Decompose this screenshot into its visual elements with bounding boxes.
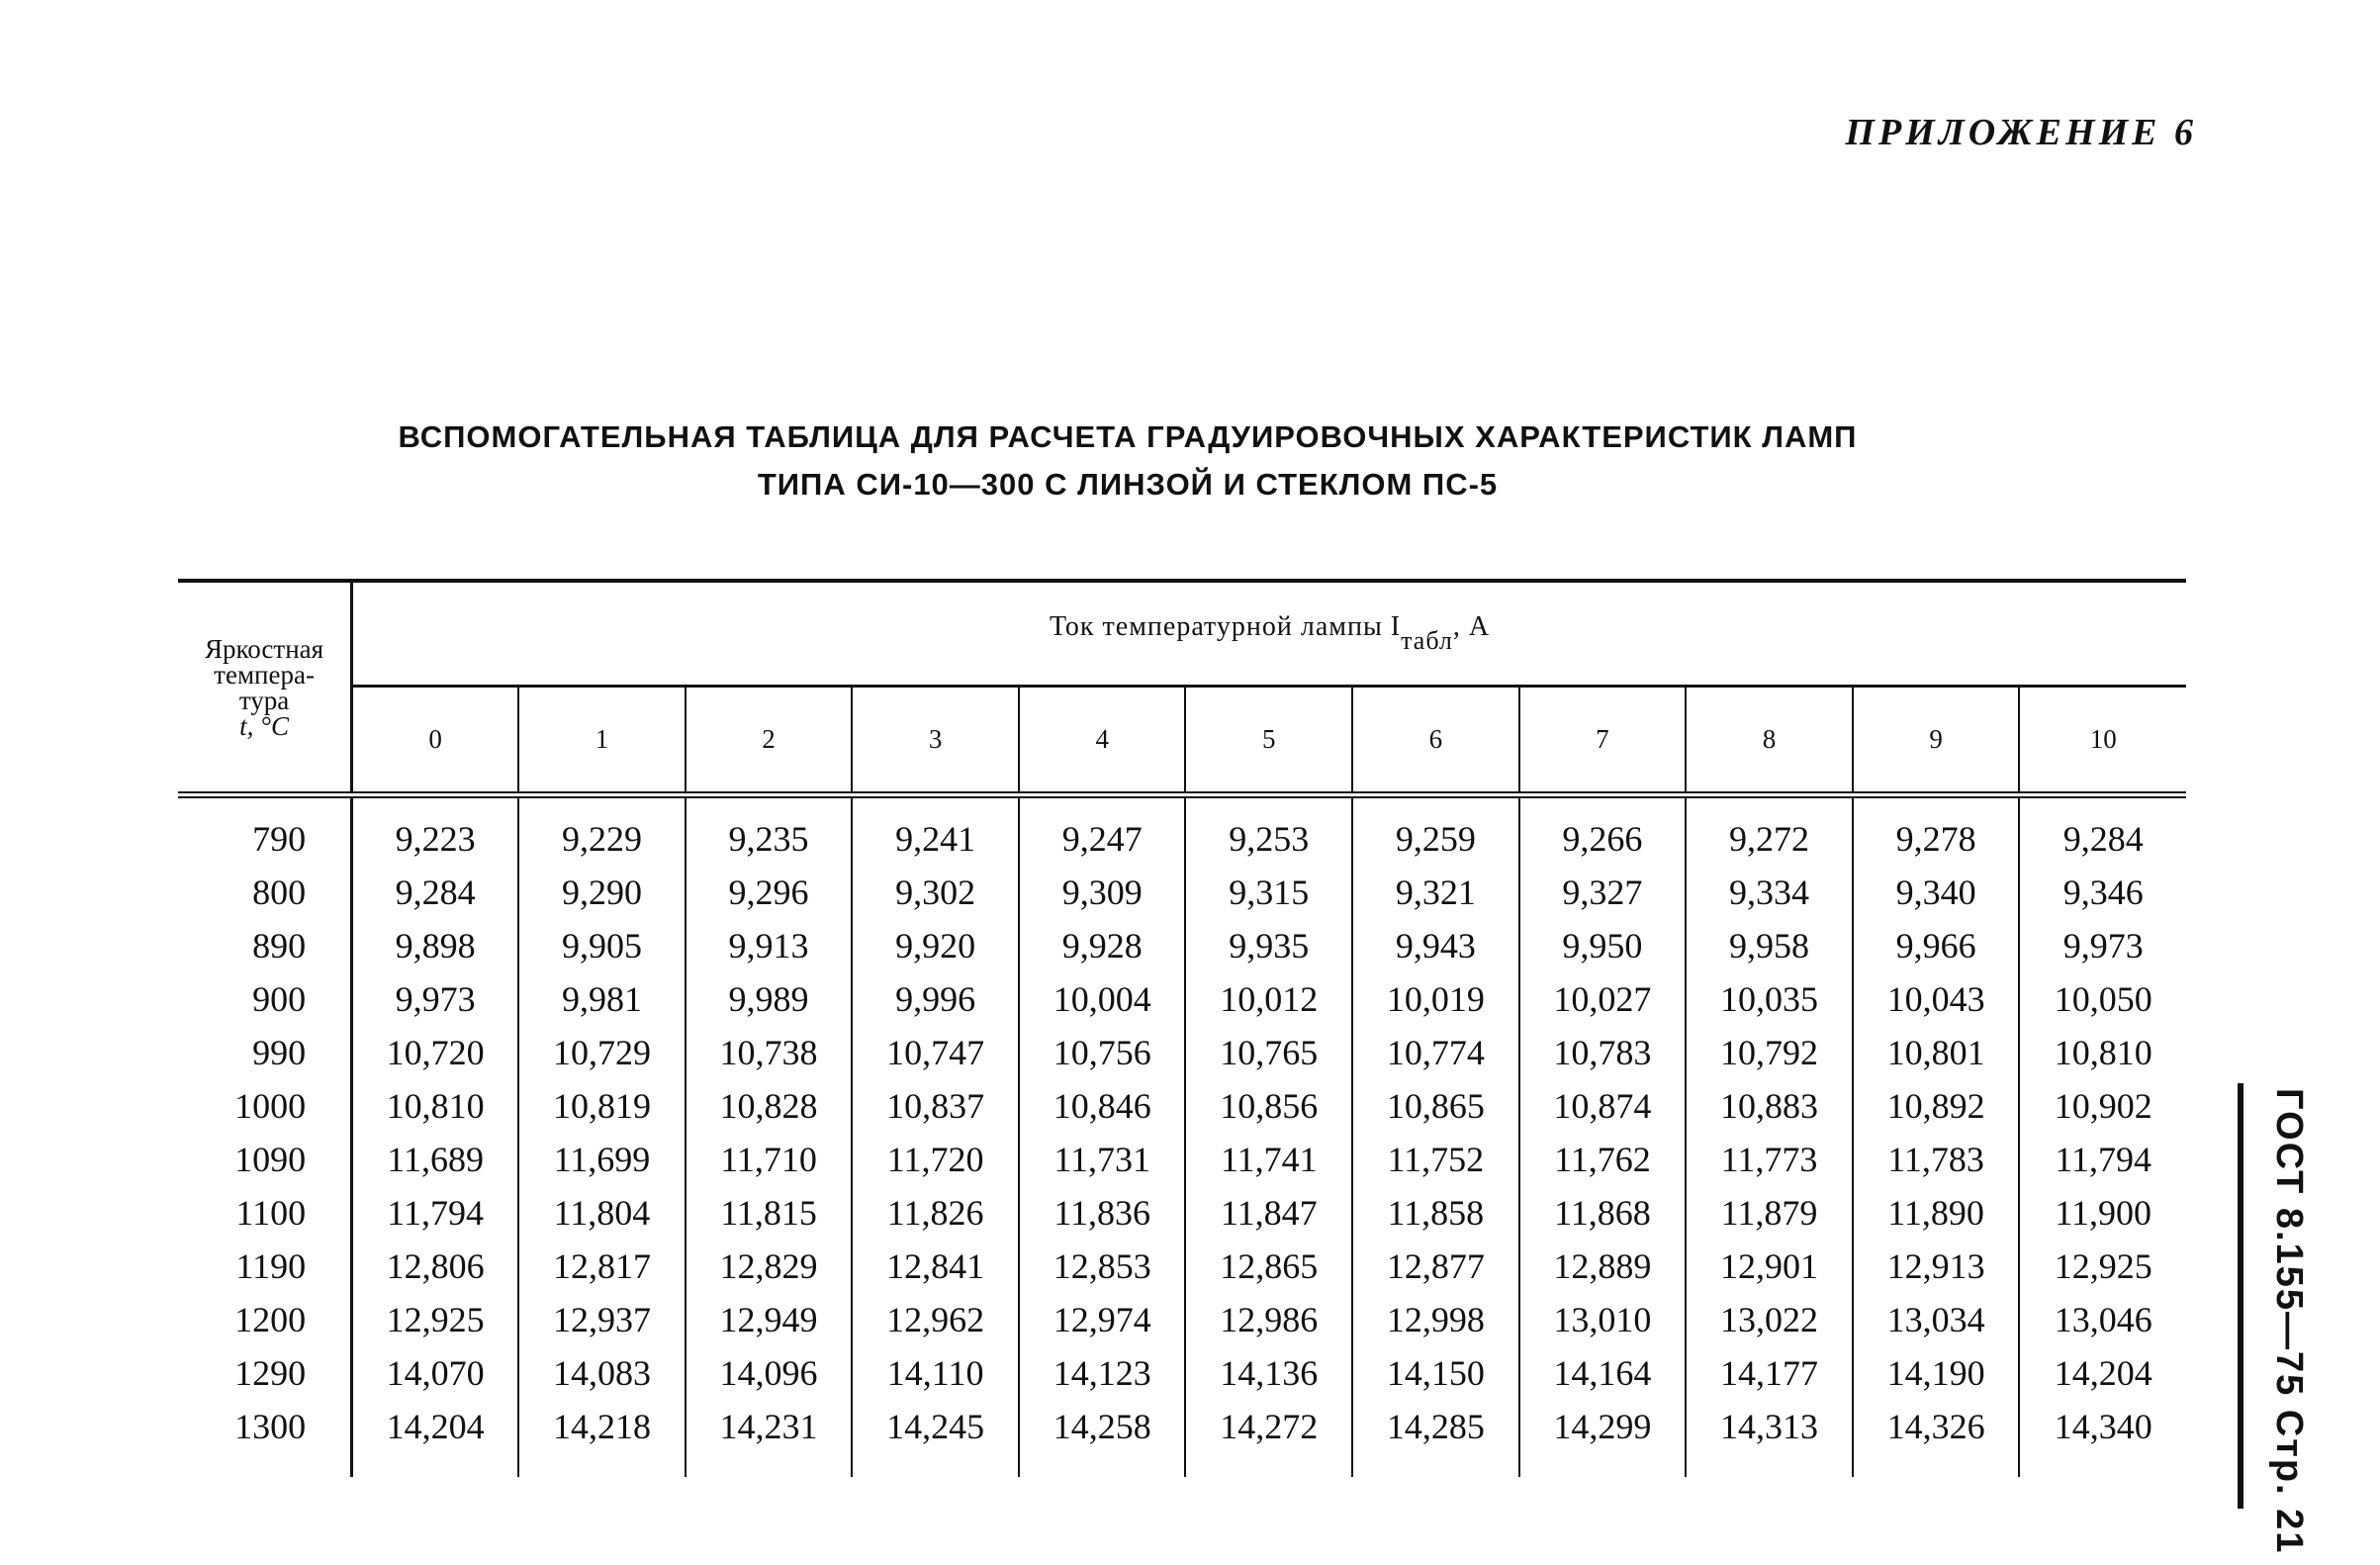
current-value-cell: 12,962 (852, 1293, 1019, 1346)
current-group-header-subscript: табл (1401, 626, 1453, 655)
current-value-cell: 9,266 (1519, 795, 1687, 867)
current-value-cell: 10,856 (1185, 1079, 1352, 1133)
column-header: 10 (2019, 687, 2186, 795)
current-value-cell: 11,847 (1185, 1186, 1352, 1240)
current-value-cell: 14,164 (1519, 1346, 1687, 1400)
current-value-cell: 10,783 (1519, 1026, 1687, 1079)
current-value-cell: 14,340 (2054, 1407, 2152, 1446)
table-title-line-2: ТИПА СИ-10—300 С ЛИНЗОЙ И СТЕКЛОМ ПС-5 (757, 467, 1499, 502)
current-value-cell: 9,241 (852, 795, 1019, 867)
column-header: 8 (1686, 687, 1853, 795)
current-value-cell: 9,334 (1686, 866, 1853, 919)
current-value-cell: 10,765 (1185, 1026, 1352, 1079)
table-row (178, 1026, 2186, 1079)
column-header: 1 (518, 687, 686, 795)
current-value-cell: 10,774 (1352, 1026, 1519, 1079)
current-value-cell: 13,046 (2054, 1300, 2152, 1339)
column-header: 4 (1019, 687, 1186, 795)
current-value-cell: 10,004 (1019, 972, 1186, 1026)
current-value-cell: 11,868 (1519, 1186, 1687, 1240)
current-value-cell: 14,204 (352, 1400, 519, 1477)
current-value-cell: 14,231 (686, 1400, 853, 1477)
current-value-cell: 13,022 (1686, 1293, 1853, 1346)
temperature-cell: 790 (178, 795, 352, 867)
current-value-cell: 9,235 (686, 795, 853, 867)
current-value-cell: 11,794 (2055, 1140, 2152, 1179)
current-value-cell: 14,150 (1352, 1346, 1519, 1400)
table-body (178, 795, 2186, 1478)
current-value-cell: 10,035 (1686, 972, 1853, 1026)
current-value-cell: 9,278 (1853, 795, 2020, 867)
current-value-cell: 13,034 (1853, 1293, 2020, 1346)
current-value-cell: 9,296 (686, 866, 853, 919)
calibration-table (178, 579, 2186, 1477)
current-value-cell: 12,853 (1019, 1240, 1186, 1293)
current-value-cell: 11,710 (686, 1133, 853, 1186)
current-value-cell: 10,729 (518, 1026, 686, 1079)
current-value-cell: 11,879 (1686, 1186, 1853, 1240)
current-value-cell: 13,010 (1519, 1293, 1687, 1346)
current-value-cell: 12,986 (1185, 1293, 1352, 1346)
current-value-cell: 9,284 (352, 866, 519, 919)
current-group-header (352, 581, 2186, 687)
table-title-line-1: ВСПОМОГАТЕЛЬНАЯ ТАБЛИЦА ДЛЯ РАСЧЕТА ГРАДУИРОВОЧНЫХ ХАРАКТЕРИСТИК ЛАМП (398, 419, 1858, 454)
current-value-cell: 12,974 (1019, 1293, 1186, 1346)
current-value-cell: 9,272 (1686, 795, 1853, 867)
temperature-column-header (178, 581, 352, 795)
calibration-table-wrapper (178, 579, 2186, 1477)
current-value-cell: 14,096 (686, 1346, 853, 1400)
temperature-cell: 990 (178, 1026, 352, 1079)
column-header: 3 (852, 687, 1019, 795)
current-value-cell: 10,738 (686, 1026, 853, 1079)
current-value-cell: 14,070 (352, 1346, 519, 1400)
current-value-cell: 11,804 (518, 1186, 686, 1240)
current-value-cell: 14,258 (1019, 1400, 1186, 1477)
current-value-cell: 12,925 (2054, 1246, 2152, 1286)
current-value-cell: 12,998 (1352, 1293, 1519, 1346)
appendix-label: ПРИЛОЖЕНИЕ 6 (1845, 112, 2197, 153)
current-value-cell: 14,299 (1519, 1400, 1687, 1477)
current-value-cell: 9,259 (1352, 795, 1519, 867)
current-value-cell: 9,229 (518, 795, 686, 867)
column-header-row (178, 687, 2186, 795)
current-value-cell: 12,949 (686, 1293, 853, 1346)
current-value-cell: 9,973 (2062, 926, 2144, 966)
current-value-cell: 10,012 (1185, 972, 1352, 1026)
current-value-cell: 9,966 (1853, 919, 2020, 972)
current-value-cell: 9,935 (1185, 919, 1352, 972)
current-value-cell: 9,950 (1519, 919, 1687, 972)
current-value-cell: 14,136 (1185, 1346, 1352, 1400)
current-value-cell: 11,720 (852, 1133, 1019, 1186)
current-value-cell: 10,050 (2054, 979, 2152, 1019)
current-value-cell: 9,247 (1019, 795, 1186, 867)
table-title (237, 414, 2018, 508)
current-value-cell: 11,858 (1352, 1186, 1519, 1240)
temperature-cell: 1290 (178, 1346, 352, 1400)
current-value-cell: 9,253 (1185, 795, 1352, 867)
current-value-cell: 14,110 (852, 1346, 1019, 1400)
table-row (178, 919, 2186, 972)
column-header: 9 (1853, 687, 2020, 795)
current-value-cell: 12,889 (1519, 1240, 1687, 1293)
current-value-cell: 14,123 (1019, 1346, 1186, 1400)
current-value-cell: 11,752 (1352, 1133, 1519, 1186)
current-group-header-text: Ток температурной лампы I (1049, 611, 1402, 642)
temperature-cell: 1000 (178, 1079, 352, 1133)
current-value-cell: 12,925 (352, 1293, 519, 1346)
current-value-cell: 11,836 (1019, 1186, 1186, 1240)
current-value-cell: 14,190 (1853, 1346, 2020, 1400)
current-value-cell: 11,783 (1853, 1133, 2020, 1186)
current-value-cell: 9,981 (518, 972, 686, 1026)
current-value-cell: 9,327 (1519, 866, 1687, 919)
current-value-cell: 10,828 (686, 1079, 853, 1133)
current-value-cell: 12,841 (852, 1240, 1019, 1293)
current-value-cell: 9,996 (852, 972, 1019, 1026)
temperature-cell: 900 (178, 972, 352, 1026)
current-value-cell: 10,720 (352, 1026, 519, 1079)
current-value-cell: 9,920 (852, 919, 1019, 972)
side-rule (2238, 1083, 2243, 1509)
current-value-cell: 9,346 (2062, 873, 2144, 912)
current-value-cell: 12,806 (352, 1240, 519, 1293)
current-value-cell: 10,883 (1686, 1079, 1853, 1133)
current-value-cell: 9,905 (518, 919, 686, 972)
current-value-cell: 10,892 (1853, 1079, 2020, 1133)
current-value-cell: 14,245 (852, 1400, 1019, 1477)
side-label: ГОСТ 8.155—75 Стр. 21 (2268, 1088, 2310, 1555)
temperature-header-line-1: Яркостная (205, 633, 324, 664)
temperature-header-line-4: t, °С (239, 710, 289, 741)
table-row (178, 972, 2186, 1026)
current-value-cell: 10,043 (1853, 972, 2020, 1026)
current-value-cell: 14,218 (518, 1400, 686, 1477)
current-value-cell: 10,846 (1019, 1079, 1186, 1133)
current-value-cell: 11,890 (1853, 1186, 2020, 1240)
temperature-cell: 890 (178, 919, 352, 972)
current-value-cell: 9,223 (352, 795, 519, 867)
current-value-cell: 12,865 (1185, 1240, 1352, 1293)
current-value-cell: 9,913 (686, 919, 853, 972)
current-value-cell: 12,913 (1853, 1240, 2020, 1293)
current-value-cell: 9,973 (352, 972, 519, 1026)
current-value-cell: 9,309 (1019, 866, 1186, 919)
current-value-cell: 9,290 (518, 866, 686, 919)
table-row (178, 795, 2186, 867)
temperature-cell: 800 (178, 866, 352, 919)
table-row (178, 1240, 2186, 1293)
current-value-cell: 10,801 (1853, 1026, 2020, 1079)
current-value-cell: 9,315 (1185, 866, 1352, 919)
current-value-cell: 10,756 (1019, 1026, 1186, 1079)
current-value-cell: 14,313 (1686, 1400, 1853, 1477)
current-value-cell: 10,019 (1352, 972, 1519, 1026)
current-value-cell: 10,865 (1352, 1079, 1519, 1133)
current-value-cell: 14,204 (2054, 1353, 2152, 1393)
current-value-cell: 9,928 (1019, 919, 1186, 972)
current-value-cell: 9,943 (1352, 919, 1519, 972)
temperature-cell: 1200 (178, 1293, 352, 1346)
current-value-cell: 14,177 (1686, 1346, 1853, 1400)
current-value-cell: 9,321 (1352, 866, 1519, 919)
temperature-cell: 1100 (178, 1186, 352, 1240)
table-row (178, 1186, 2186, 1240)
current-value-cell: 9,989 (686, 972, 853, 1026)
current-value-cell: 10,837 (852, 1079, 1019, 1133)
current-value-cell: 11,731 (1019, 1133, 1186, 1186)
temperature-cell: 1090 (178, 1133, 352, 1186)
current-value-cell: 11,826 (852, 1186, 1019, 1240)
temperature-cell: 1190 (178, 1240, 352, 1293)
temperature-header-line-2: темпера- (214, 659, 315, 690)
table-row (178, 1079, 2186, 1133)
header-row-group (178, 581, 2186, 687)
current-value-cell: 12,901 (1686, 1240, 1853, 1293)
current-value-cell: 10,810 (2054, 1033, 2152, 1072)
current-value-cell: 9,898 (352, 919, 519, 972)
current-value-cell: 14,285 (1352, 1400, 1519, 1477)
temperature-cell: 1300 (178, 1400, 352, 1477)
current-value-cell: 14,326 (1853, 1400, 2020, 1477)
current-value-cell: 10,747 (852, 1026, 1019, 1079)
current-value-cell: 11,699 (518, 1133, 686, 1186)
table-row (178, 866, 2186, 919)
current-value-cell: 11,773 (1686, 1133, 1853, 1186)
current-value-cell: 9,284 (2062, 819, 2144, 859)
current-value-cell: 9,302 (852, 866, 1019, 919)
current-value-cell: 12,817 (518, 1240, 686, 1293)
table-row (178, 1346, 2186, 1400)
current-value-cell: 9,958 (1686, 919, 1853, 972)
current-group-header-unit: , А (1452, 611, 1491, 642)
current-value-cell: 14,083 (518, 1346, 686, 1400)
current-value-cell: 11,762 (1519, 1133, 1687, 1186)
column-header: 7 (1519, 687, 1687, 795)
current-value-cell: 11,794 (352, 1186, 519, 1240)
table-row (178, 1133, 2186, 1186)
current-value-cell: 9,340 (1853, 866, 2020, 919)
current-value-cell: 11,815 (686, 1186, 853, 1240)
column-header: 6 (1352, 687, 1519, 795)
current-value-cell: 11,741 (1185, 1133, 1352, 1186)
current-value-cell: 10,902 (2054, 1086, 2152, 1126)
column-header: 5 (1185, 687, 1352, 795)
current-value-cell: 10,874 (1519, 1079, 1687, 1133)
column-header: 2 (686, 687, 853, 795)
current-value-cell: 10,810 (352, 1079, 519, 1133)
current-value-cell: 11,900 (2055, 1193, 2152, 1233)
current-value-cell: 12,829 (686, 1240, 853, 1293)
current-value-cell: 10,027 (1519, 972, 1687, 1026)
current-value-cell: 14,272 (1185, 1400, 1352, 1477)
current-value-cell: 10,792 (1686, 1026, 1853, 1079)
table-row (178, 1400, 2186, 1477)
table-row (178, 1293, 2186, 1346)
column-header: 0 (352, 687, 519, 795)
current-value-cell: 12,877 (1352, 1240, 1519, 1293)
current-value-cell: 12,937 (518, 1293, 686, 1346)
temperature-header-line-3: тура (238, 685, 290, 715)
current-value-cell: 10,819 (518, 1079, 686, 1133)
current-value-cell: 11,689 (352, 1133, 519, 1186)
